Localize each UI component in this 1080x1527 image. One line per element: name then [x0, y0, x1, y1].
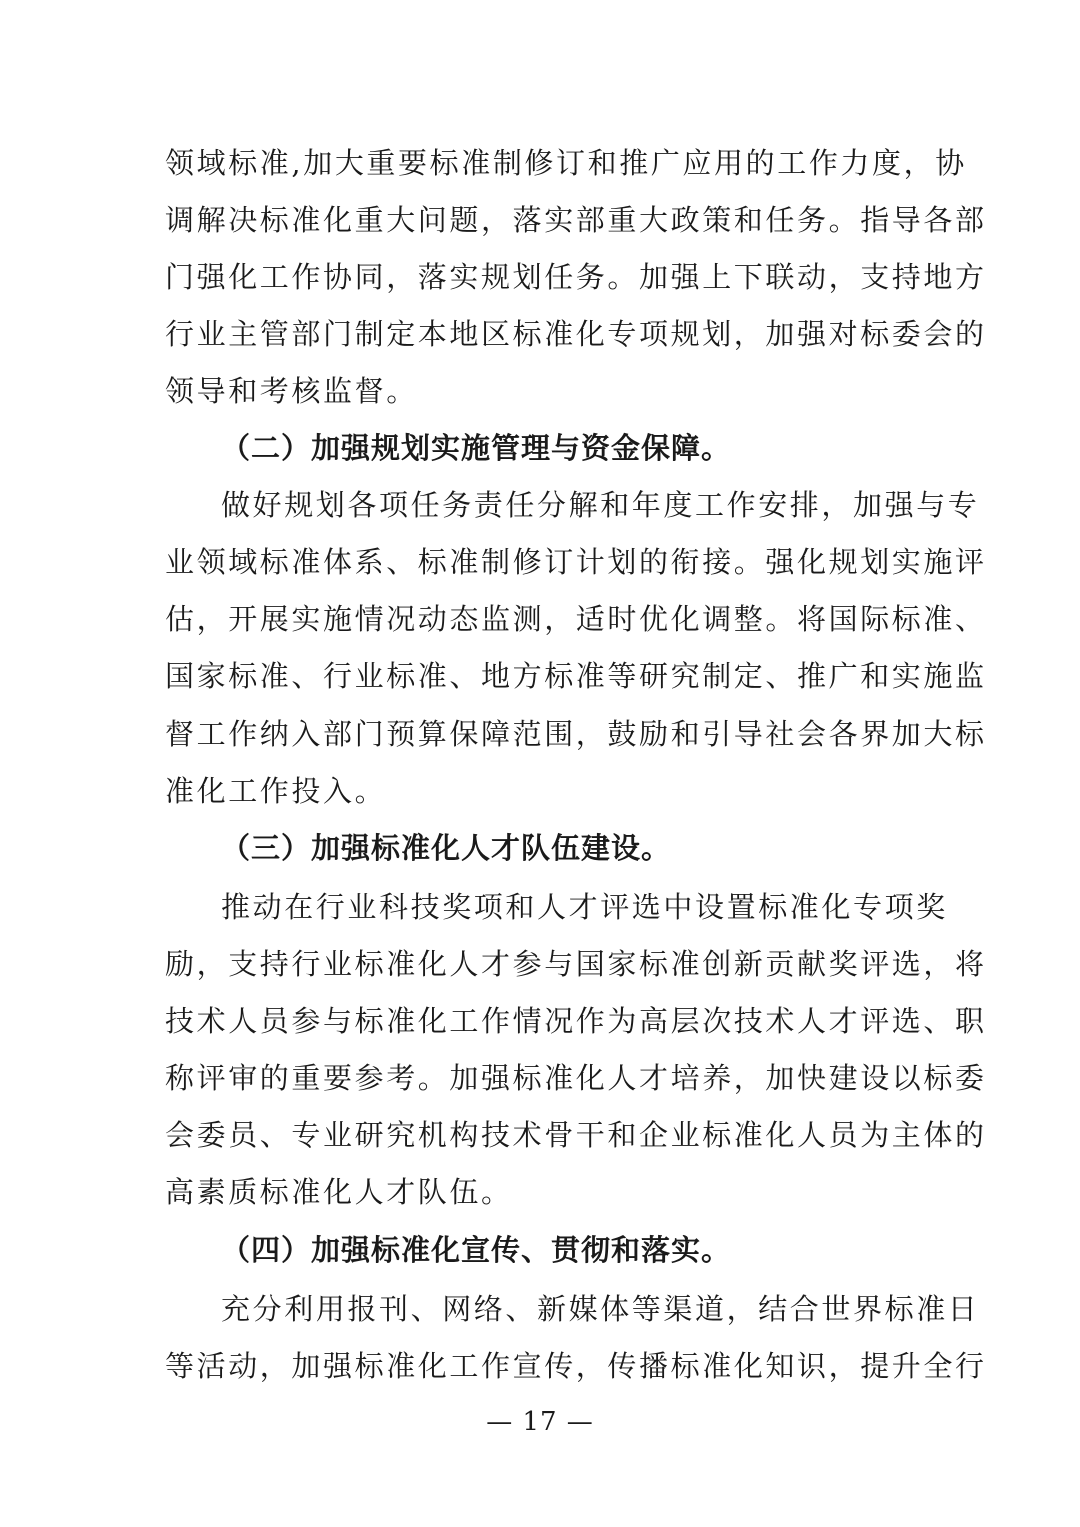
body-text-line: 充分利用报刊、网络、新媒体等渠道，结合世界标准日 [221, 1292, 980, 1326]
body-text-line: 技术人员参与标准化工作情况作为高层次技术人才评选、职 [165, 1004, 987, 1038]
body-text-line: 国家标准、行业标准、地方标准等研究制定、推广和实施监 [165, 659, 987, 693]
body-text-line: 领域标准,加大重要标准制修订和推广应用的工作力度，协 [165, 146, 967, 180]
body-text-line: 推动在行业科技奖项和人才评选中设置标准化专项奖 [221, 890, 948, 924]
body-text-line: 督工作纳入部门预算保障范围，鼓励和引导社会各界加大标 [165, 717, 987, 751]
body-text-line: 调解决标准化重大问题，落实部重大政策和任务。指导各部 [165, 203, 987, 237]
section-heading: （三）加强标准化人才队伍建设。 [221, 831, 672, 865]
body-text-line: 准化工作投入。 [165, 774, 387, 808]
body-text-line: 门强化工作协同，落实规划任务。加强上下联动，支持地方 [165, 260, 987, 294]
body-text-line: 做好规划各项任务责任分解和年度工作安排，加强与专 [221, 488, 980, 522]
body-text-line: 业领域标准体系、标准制修订计划的衔接。强化规划实施评 [165, 545, 987, 579]
body-text-line: 高素质标准化人才队伍。 [165, 1175, 513, 1209]
body-text-line: 估，开展实施情况动态监测，适时优化调整。将国际标准、 [165, 602, 987, 636]
body-text-line: 称评审的重要参考。加强标准化人才培养，加快建设以标委 [165, 1061, 987, 1095]
body-text-line: 励，支持行业标准化人才参与国家标准创新贡献奖评选，将 [165, 947, 987, 981]
section-heading: （二）加强规划实施管理与资金保障。 [221, 431, 732, 465]
body-text-line: 行业主管部门制定本地区标准化专项规划，加强对标委会的 [165, 317, 987, 351]
section-heading: （四）加强标准化宣传、贯彻和落实。 [221, 1233, 732, 1267]
page-number: — 17 — [486, 1407, 594, 1437]
body-text-line: 领导和考核监督。 [165, 374, 418, 408]
body-text-line: 等活动，加强标准化工作宣传，传播标准化知识，提升全行 [165, 1349, 987, 1383]
body-text-line: 会委员、专业研究机构技术骨干和企业标准化人员为主体的 [165, 1118, 987, 1152]
